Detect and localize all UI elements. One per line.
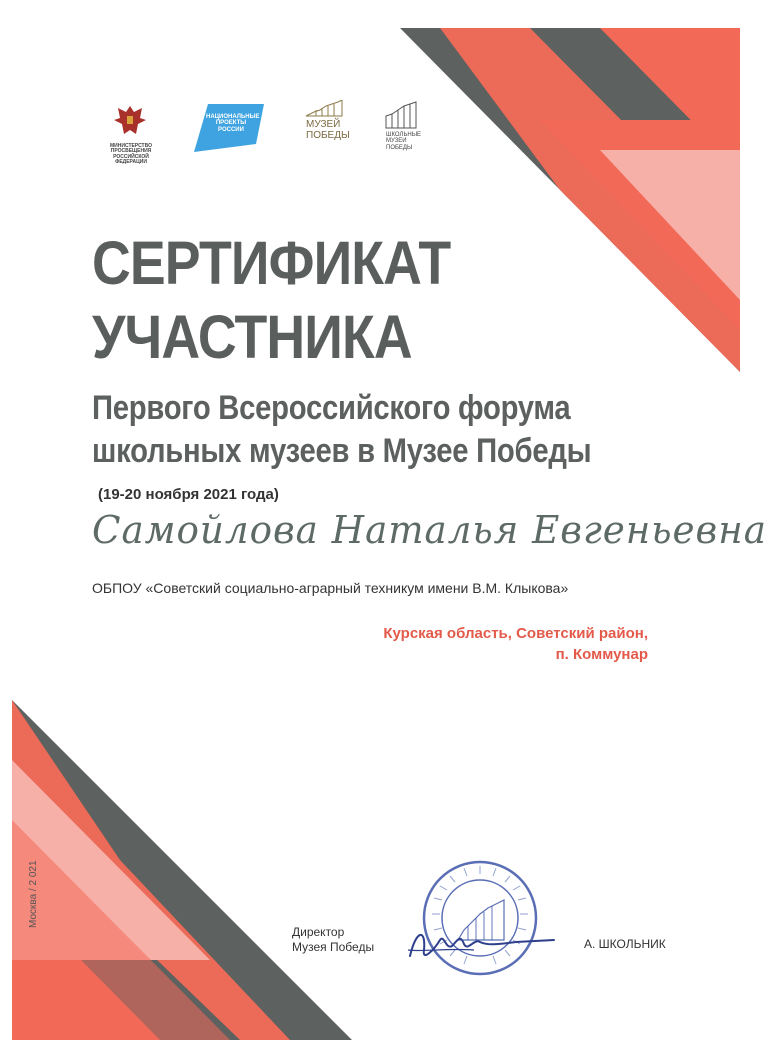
signer-role-line1: Директор — [292, 925, 345, 939]
print-code: Москва / 2 021 — [28, 860, 39, 928]
forum-subtitle-line1: Первого Всероссийского форума — [92, 389, 571, 427]
signer-role — [292, 925, 374, 955]
double-headed-eagle-icon — [110, 100, 150, 140]
np-line2: ПРОЕКТЫ — [215, 120, 247, 127]
school-museums-icon — [384, 100, 418, 130]
certificate-title-line2: УЧАСТНИКА — [92, 303, 412, 371]
museum-line1: МУЗЕЙ — [306, 119, 341, 130]
school-museums-logo-text — [386, 132, 421, 151]
handwritten-signature-icon — [404, 920, 564, 966]
sm-line2: МУЗЕИ — [386, 138, 407, 145]
sm-line3: ПОБЕДЫ — [386, 144, 413, 151]
ministry-line2: РОССИЙСКОЙ ФЕДЕРАЦИИ — [113, 153, 149, 165]
national-projects-logo-text — [206, 114, 260, 133]
sm-line1: ШКОЛЬНЫЕ — [386, 132, 422, 138]
museum-building-icon — [304, 100, 344, 118]
region-line2: п. Коммунар — [555, 646, 648, 663]
museum-logo-text — [306, 120, 350, 141]
organization-name: ОБПОУ «Советский социально-аграрный техникум имени В.М. Клыкова» — [92, 580, 569, 596]
forum-subtitle-line2: школьных музеев в Музее Победы — [92, 432, 592, 470]
ministry-logo-text — [98, 144, 164, 165]
forum-dates: (19-20 ноября 2021 года) — [98, 486, 279, 503]
np-line3: РОССИИ — [218, 126, 244, 133]
ministry-line1: МИНИСТЕРСТВО ПРОСВЕЩЕНИЯ — [110, 143, 152, 155]
signer-role-line2: Музея Победы — [292, 940, 375, 954]
certificate-title-line1: СЕРТИФИКАТ — [92, 229, 451, 297]
signer-name: А. ШКОЛЬНИК — [584, 937, 666, 951]
participant-name: Самойлова Наталья Евгеньевна — [92, 508, 767, 552]
np-line1: НАЦИОНАЛЬНЫЕ — [206, 114, 260, 120]
museum-line2: ПОБЕДЫ — [306, 129, 350, 141]
region-line1: Курская область, Советский район, — [383, 625, 648, 642]
region — [383, 623, 648, 665]
